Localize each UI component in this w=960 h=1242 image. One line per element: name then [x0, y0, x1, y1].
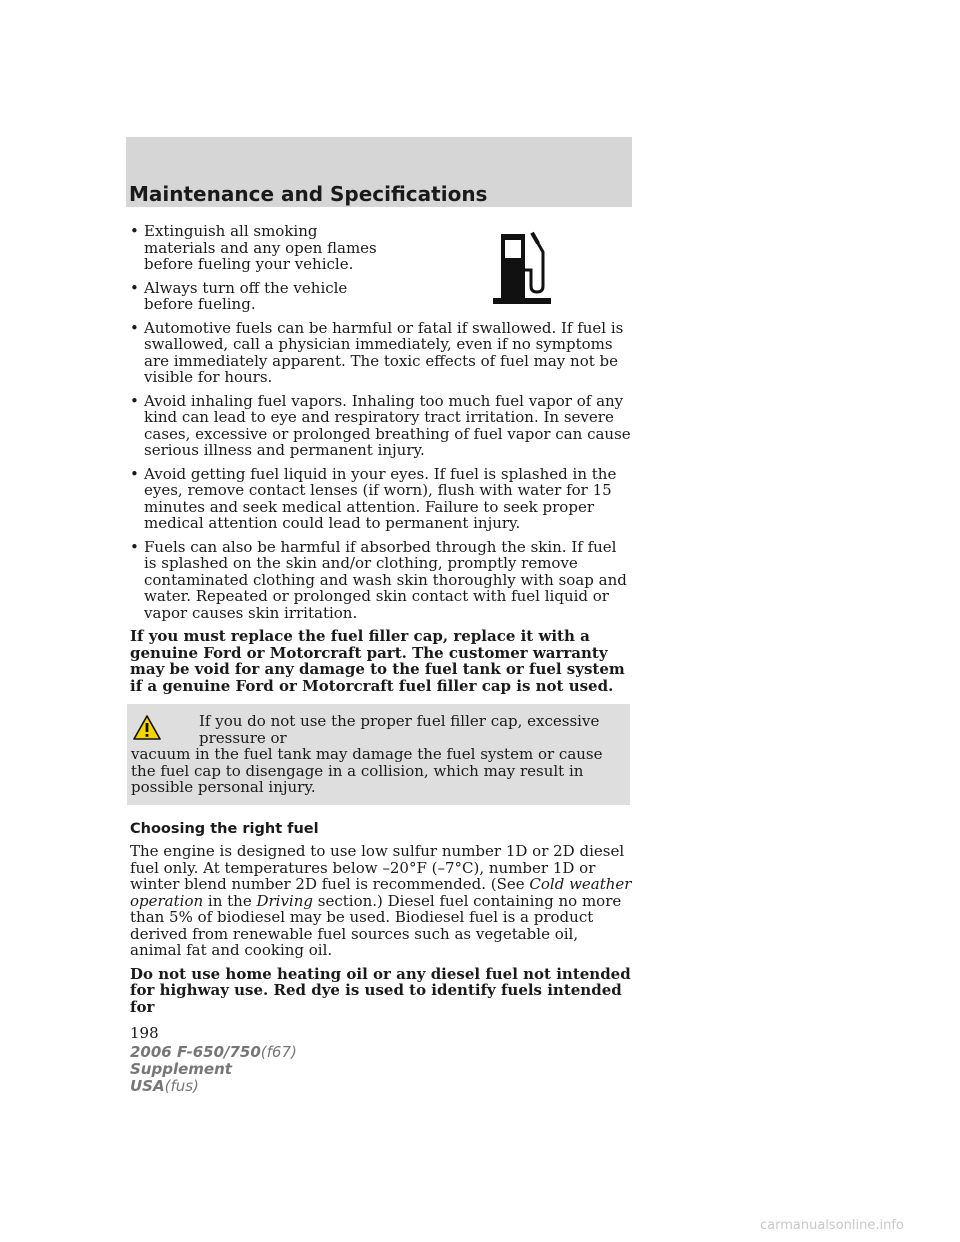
- bullet-text: Automotive fuels can be harmful or fatal if swallowed. If fuel is swallowed, call a physician immediately, even if no symptoms are immediately apparent. The toxic effects of fuel may not be visible for hours.: [144, 318, 624, 386]
- footer-doc: Supplement: [130, 1060, 232, 1078]
- bullet-marker: •: [130, 464, 139, 483]
- warning-text-line1: If you do not use the proper fuel filler cap, excessive pressure or: [199, 712, 600, 747]
- watermark: carmanualsonline.info: [760, 1218, 904, 1233]
- bullet-marker: •: [130, 391, 139, 410]
- warning-text: vacuum in the fuel tank may damage the fuel system or cause the fuel cap to disengage in a collision, which may result in possible personal injury.: [131, 745, 603, 796]
- bullet-text: Always turn off the vehicle before fueling.: [144, 278, 348, 313]
- footer-region-code: (fus): [164, 1077, 199, 1095]
- list-item: [130, 466, 633, 532]
- list-item: [130, 393, 633, 459]
- bullet-text: Avoid getting fuel liquid in your eyes. If fuel is splashed in the eyes, remove contact lenses (if worn), flush with water for 15 minutes and seek medical attention. Failure to seek proper medical attention could lead to permanent injury.: [144, 464, 617, 532]
- bullet-marker: •: [130, 278, 139, 297]
- paragraph-text: The engine is designed to use low sulfur number 1D or 2D diesel fuel only. At temperatures below –20°F (–7°C), number 1D or winter blend number 2D fuel is recommended. (See: [130, 842, 625, 893]
- list-item: [130, 320, 633, 386]
- cross-reference: Cold weather operation: [130, 875, 632, 910]
- section-header: [126, 137, 632, 207]
- warning-box: [127, 704, 630, 805]
- footer-region: USA: [130, 1077, 165, 1095]
- fuel-cap-notice: If you must replace the fuel filler cap, replace it with a genuine Ford or Motorcraft part. The customer warranty may be void for any damage to the fuel tank or fuel system if a genuine Ford or Motorcraft fuel filler cap is not used.: [130, 627, 625, 695]
- warning-triangle-icon: [133, 715, 161, 740]
- paragraph-text: section.) Diesel fuel containing no more than 5% of biodiesel may be used. Biodiesel fuel is a product derived from renewable fuel sources such as vegetable oil, animal fat and cooking oil.: [130, 891, 622, 959]
- bullet-text: Fuels can also be harmful if absorbed through the skin. If fuel is splashed on the skin and/or clothing, promptly remove contaminated clothing and wash skin thoroughly with soap and water. Repeated or prolonged skin contact with fuel liquid or vapor causes skin irritation.: [144, 537, 627, 622]
- fuel-warning-paragraph: Do not use home heating oil or any diesel fuel not intended for highway use. Red dye is used to identify fuels intended for: [130, 964, 631, 1016]
- footer-model: 2006 F-650/750: [130, 1043, 261, 1061]
- footer-model-code: (f67): [260, 1043, 297, 1061]
- section-title: Choosing the right fuel: [130, 820, 319, 837]
- document-footer: [130, 1044, 297, 1095]
- page-content: [130, 223, 633, 1042]
- paragraph-text: in the: [203, 891, 257, 910]
- page-number: 198: [130, 1024, 159, 1042]
- cross-reference: Driving: [256, 891, 313, 910]
- list-item: [130, 539, 633, 622]
- header-title: Maintenance and Specifications: [129, 182, 488, 206]
- bullet-marker: •: [130, 537, 139, 556]
- fuel-paragraph: [130, 843, 633, 959]
- bullet-text: Extinguish all smoking materials and any open flames before fueling your vehicle.: [144, 222, 377, 273]
- list-item: [130, 223, 380, 273]
- list-item: [130, 280, 380, 313]
- bullet-marker: •: [130, 222, 139, 240]
- bullet-marker: •: [130, 318, 139, 337]
- bullet-text: Avoid inhaling fuel vapors. Inhaling too much fuel vapor of any kind can lead to eye and respiratory tract irritation. In severe cases, excessive or prolonged breathing of fuel vapor can cause serious illness and permanent injury.: [144, 391, 631, 459]
